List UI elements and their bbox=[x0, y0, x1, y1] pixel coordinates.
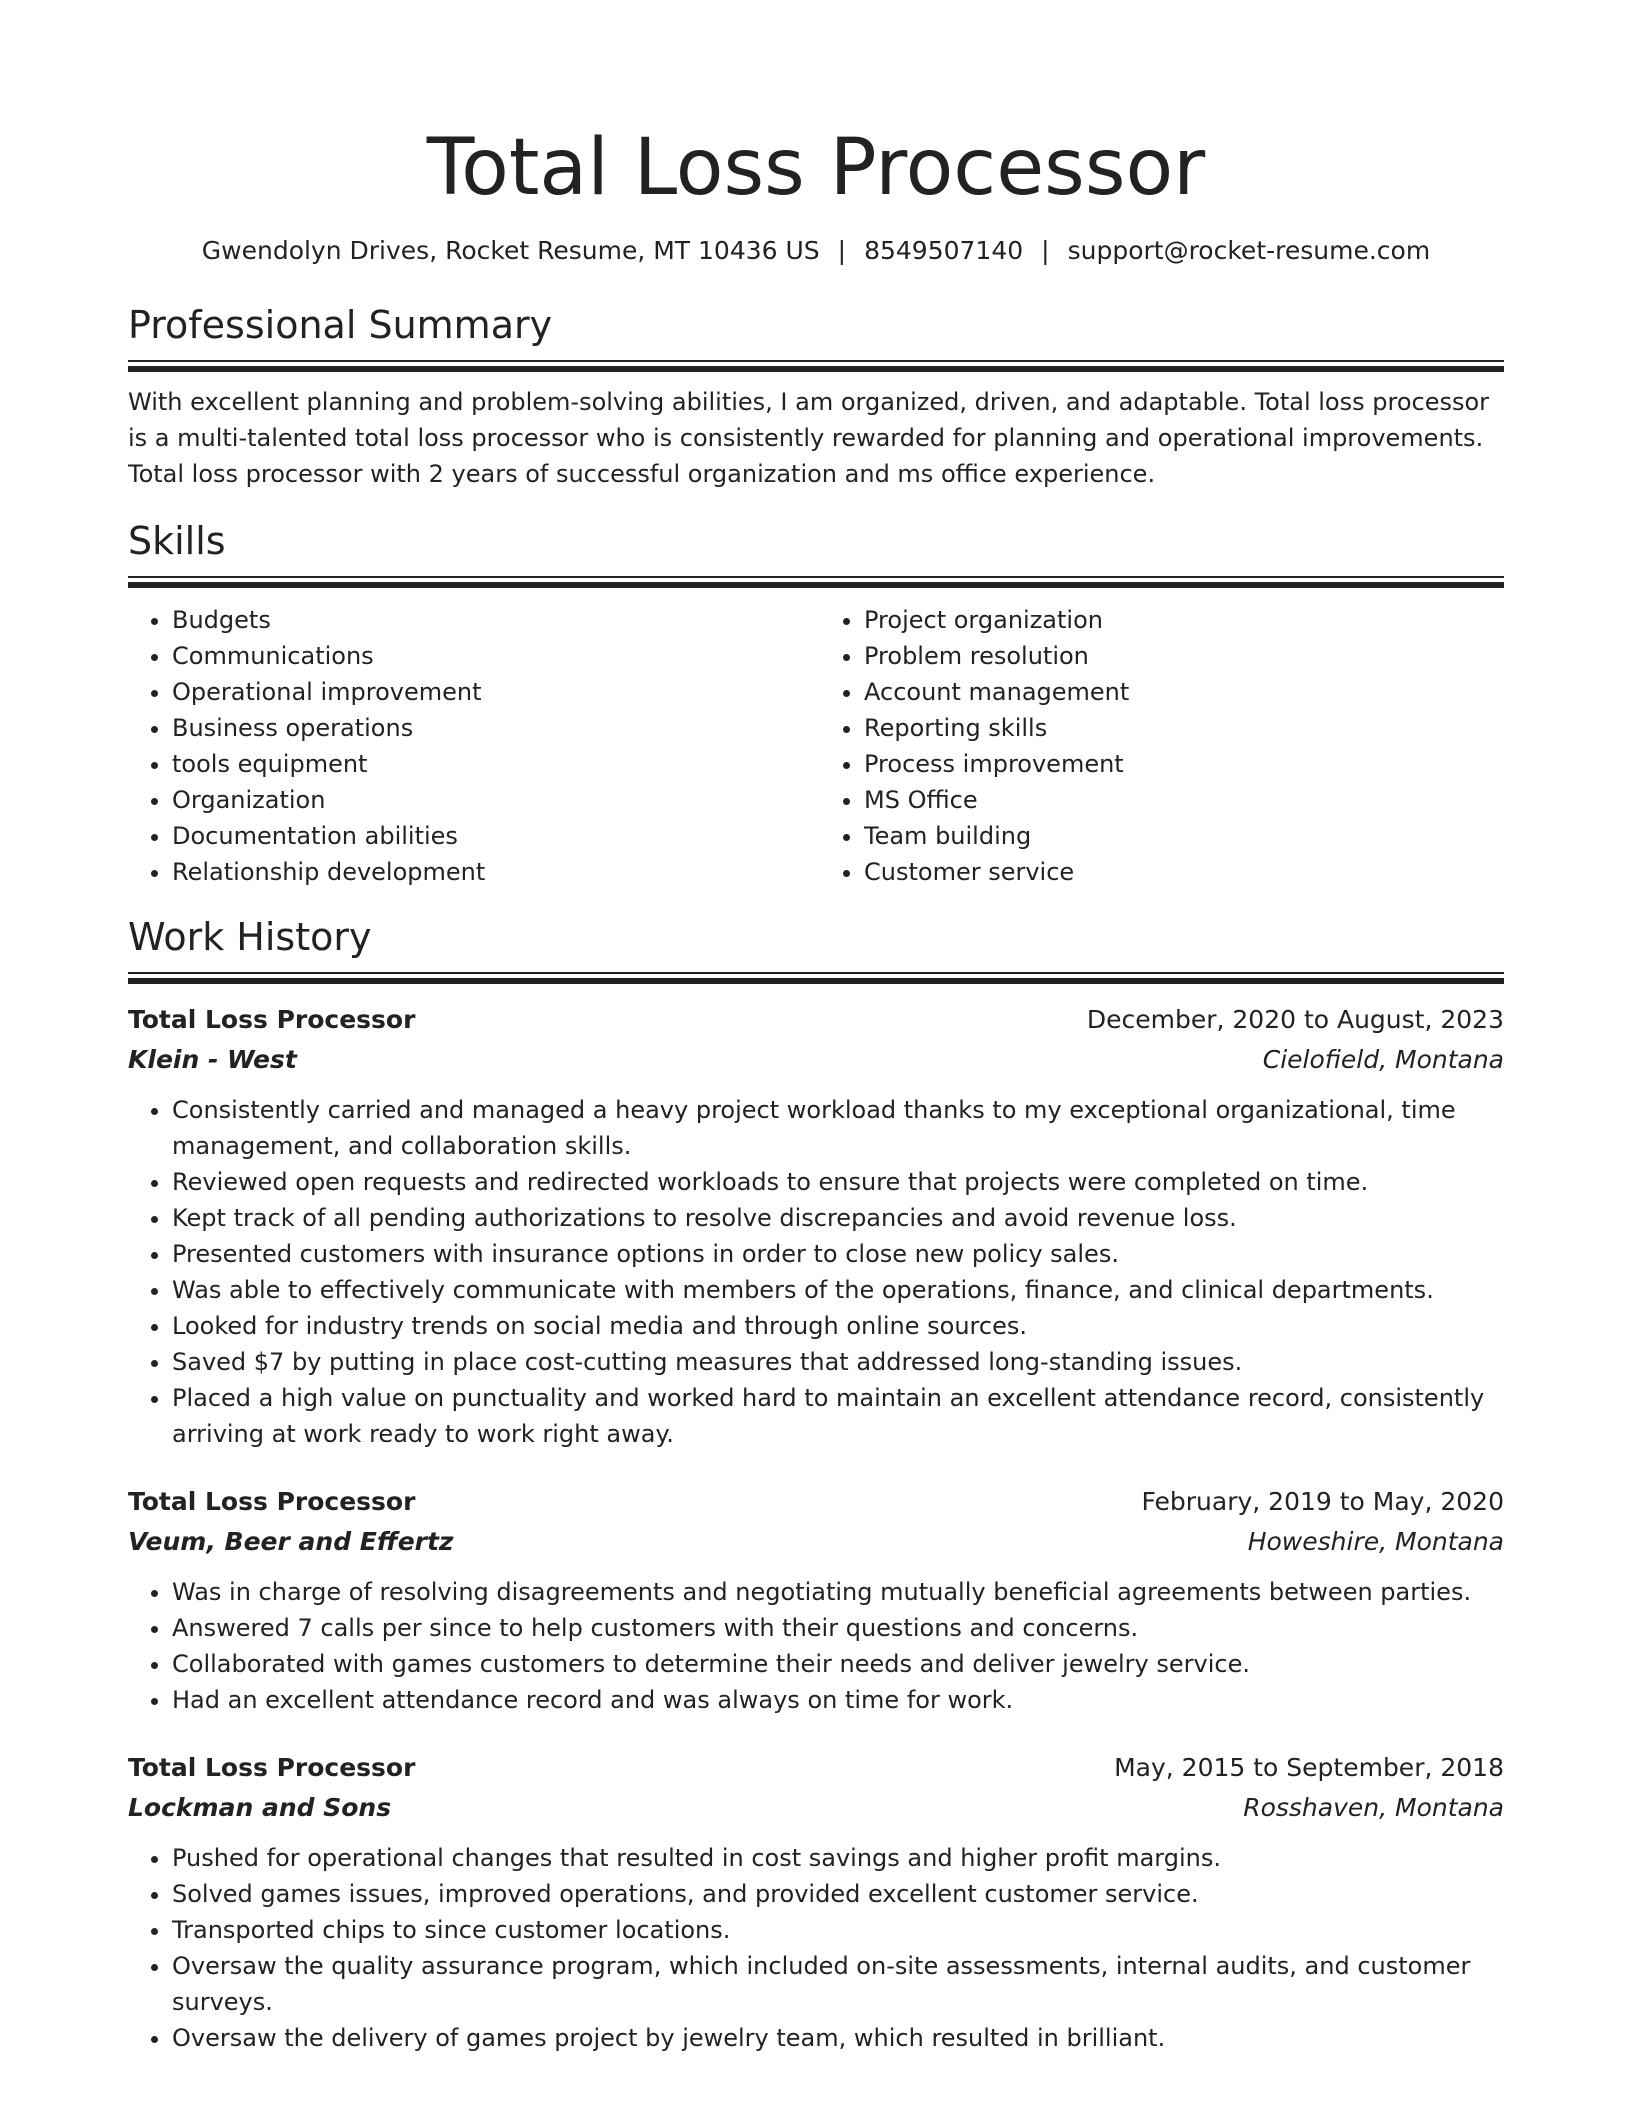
job-company: Lockman and Sons bbox=[128, 1793, 392, 1822]
job-bullet: • Consistently carried and managed a heavy project workload thanks to my exceptional organizational, time management, and collaboration skills. bbox=[172, 1092, 1504, 1164]
job-entry bbox=[128, 1000, 1504, 1452]
skills-list-left bbox=[128, 602, 816, 890]
skill-item: • Business operations bbox=[172, 710, 816, 746]
skill-item: • Account management bbox=[864, 674, 1504, 710]
job-location: Cielofield, Montana bbox=[1262, 1045, 1504, 1074]
summary-section bbox=[128, 300, 1504, 492]
job-bullet: • Collaborated with games customers to determine their needs and deliver jewelry service. bbox=[172, 1646, 1504, 1682]
job-title: Total Loss Processor bbox=[128, 1753, 416, 1782]
job-bullet: • Was in charge of resolving disagreements and negotiating mutually beneficial agreements between parties. bbox=[172, 1574, 1504, 1610]
contact-line bbox=[128, 234, 1504, 268]
contact-email: support@rocket-resume.com bbox=[1067, 236, 1431, 265]
contact-separator: | bbox=[837, 236, 847, 265]
job-bullet: • Looked for industry trends on social media and through online sources. bbox=[172, 1308, 1504, 1344]
job-bullets bbox=[128, 1574, 1504, 1718]
job-title: Total Loss Processor bbox=[128, 1487, 416, 1516]
job-bullet: • Pushed for operational changes that resulted in cost savings and higher profit margins. bbox=[172, 1840, 1504, 1876]
skill-item: • Communications bbox=[172, 638, 816, 674]
skills-title: Skills bbox=[128, 519, 226, 563]
summary-text: With excellent planning and problem-solving abilities, I am organized, driven, and adaptable. Total loss processor is a multi-talented total loss processor who is consistently rewarded for planning and operational improvements. Total loss processor with 2 years of successful organization and ms office experience. bbox=[128, 388, 1490, 488]
job-header-row bbox=[128, 1000, 1504, 1040]
job-dates: December, 2020 to August, 2023 bbox=[1086, 1005, 1504, 1034]
job-bullet: • Had an excellent attendance record and was always on time for work. bbox=[172, 1682, 1504, 1718]
contact-address: Gwendolyn Drives, Rocket Resume, MT 10436 US bbox=[201, 236, 820, 265]
skill-item: • Team building bbox=[864, 818, 1504, 854]
job-subheader-row bbox=[128, 1788, 1504, 1828]
job-company: Klein - West bbox=[128, 1045, 297, 1074]
skill-item: • Project organization bbox=[864, 602, 1504, 638]
job-location: Rosshaven, Montana bbox=[1243, 1793, 1504, 1822]
job-entry bbox=[128, 1482, 1504, 1718]
section-divider bbox=[128, 576, 1504, 588]
skill-item: • MS Office bbox=[864, 782, 1504, 818]
job-bullet: • Answered 7 calls per since to help customers with their questions and concerns. bbox=[172, 1610, 1504, 1646]
work-history-title: Work History bbox=[128, 915, 372, 959]
skill-item: • Documentation abilities bbox=[172, 818, 816, 854]
section-divider bbox=[128, 972, 1504, 984]
job-bullet: • Oversaw the quality assurance program, which included on-site assessments, internal audits, and customer surveys. bbox=[172, 1948, 1504, 2020]
contact-separator: | bbox=[1041, 236, 1050, 265]
job-bullets bbox=[128, 1840, 1504, 2056]
skills-list-right bbox=[816, 602, 1504, 890]
job-bullet: • Placed a high value on punctuality and worked hard to maintain an excellent attendance record, consistently arriving at work ready to work right away. bbox=[172, 1380, 1504, 1452]
job-bullet: • Presented customers with insurance options in order to close new policy sales. bbox=[172, 1236, 1504, 1272]
resume-page bbox=[128, 0, 1504, 2056]
job-bullet: • Saved $7 by putting in place cost-cutting measures that addressed long-standing issues. bbox=[172, 1344, 1504, 1380]
skill-item: • Reporting skills bbox=[864, 710, 1504, 746]
job-bullet: • Solved games issues, improved operations, and provided excellent customer service. bbox=[172, 1876, 1504, 1912]
skill-item: • tools equipment bbox=[172, 746, 816, 782]
skill-item: • Operational improvement bbox=[172, 674, 816, 710]
skill-item: • Budgets bbox=[172, 602, 816, 638]
summary-title: Professional Summary bbox=[128, 303, 553, 347]
job-title: Total Loss Processor bbox=[128, 1005, 416, 1034]
job-entry bbox=[128, 1748, 1504, 2056]
section-divider bbox=[128, 360, 1504, 372]
skill-item: • Organization bbox=[172, 782, 816, 818]
work-history-section bbox=[128, 912, 1504, 2056]
job-header-row bbox=[128, 1482, 1504, 1522]
job-company: Veum, Beer and Effertz bbox=[128, 1527, 454, 1556]
skill-item: • Customer service bbox=[864, 854, 1504, 890]
job-bullet: • Transported chips to since customer locations. bbox=[172, 1912, 1504, 1948]
resume-name: Total Loss Processor bbox=[426, 123, 1206, 213]
job-location: Howeshire, Montana bbox=[1247, 1527, 1504, 1556]
skills-section bbox=[128, 516, 1504, 890]
job-dates: February, 2019 to May, 2020 bbox=[1141, 1487, 1504, 1516]
job-header-row bbox=[128, 1748, 1504, 1788]
job-bullets bbox=[128, 1092, 1504, 1452]
job-dates: May, 2015 to September, 2018 bbox=[1114, 1753, 1504, 1782]
job-bullet: • Reviewed open requests and redirected workloads to ensure that projects were completed on time. bbox=[172, 1164, 1504, 1200]
job-subheader-row bbox=[128, 1040, 1504, 1080]
contact-phone: 8549507140 bbox=[864, 236, 1024, 265]
skill-item: • Problem resolution bbox=[864, 638, 1504, 674]
skills-columns bbox=[128, 602, 1504, 890]
skill-item: • Relationship development bbox=[172, 854, 816, 890]
job-bullet: • Kept track of all pending authorizations to resolve discrepancies and avoid revenue loss. bbox=[172, 1200, 1504, 1236]
job-bullet: • Was able to effectively communicate with members of the operations, finance, and clinical departments. bbox=[172, 1272, 1504, 1308]
job-bullet: • Oversaw the delivery of games project by jewelry team, which resulted in brilliant. bbox=[172, 2020, 1504, 2056]
job-subheader-row bbox=[128, 1522, 1504, 1562]
skill-item: • Process improvement bbox=[864, 746, 1504, 782]
